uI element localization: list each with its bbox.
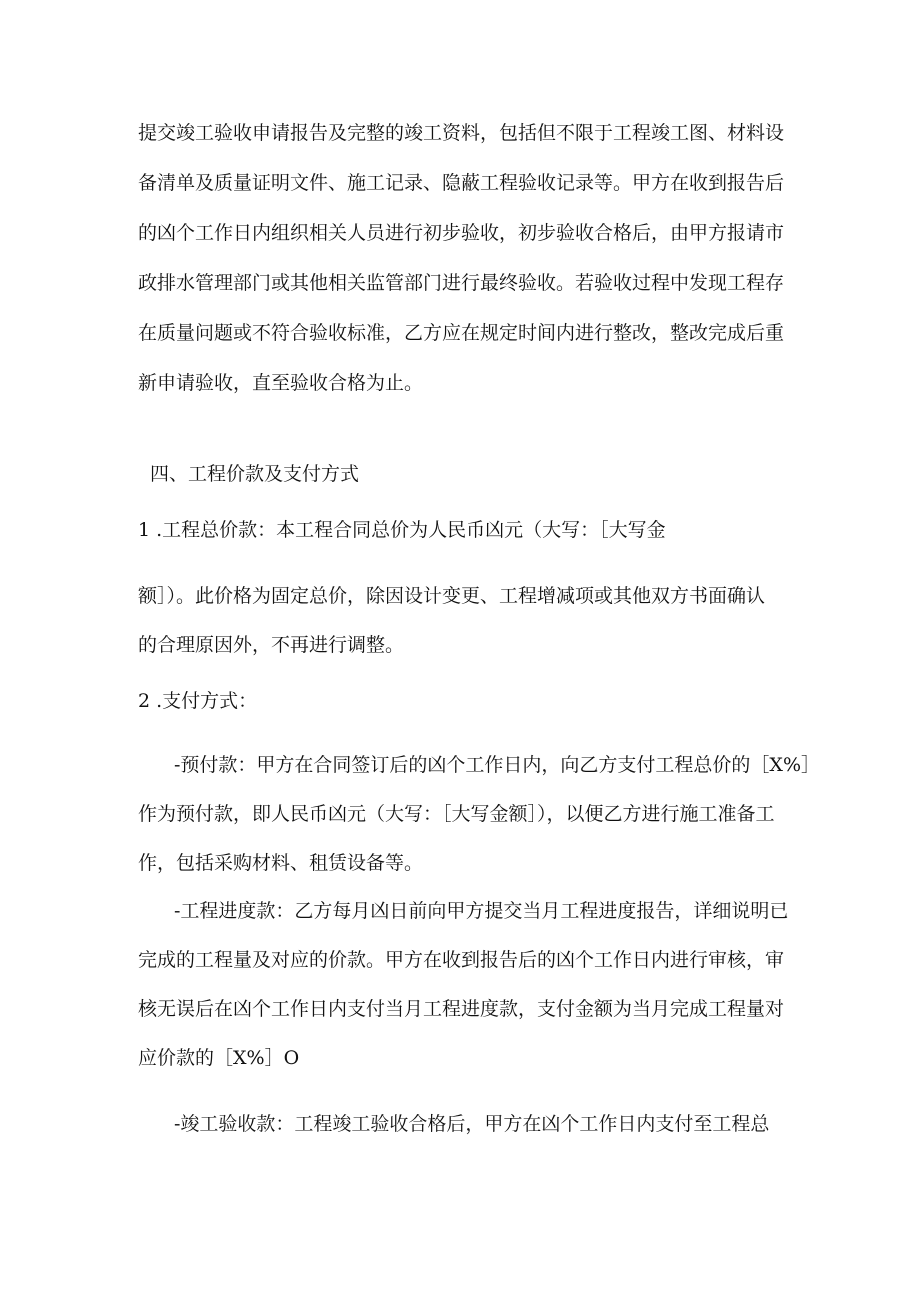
text-line: -工程进度款：乙方每月凶日前向甲方提交当月工程进度报告，详细说明已	[174, 900, 789, 922]
text-line: 的凶个工作日内组织相关人员进行初步验收，初步验收合格后，由甲方报请市	[138, 222, 785, 244]
text-line: 1 .工程总价款：本工程合同总价为人民币凶元（大写：［大写金	[138, 519, 666, 541]
text-line: 的合理原因外，不再进行调整。	[138, 634, 405, 656]
text-line: 作，包括采购材料、租赁设备等。	[138, 852, 424, 874]
text-line: 核无误后在凶个工作日内支付当月工程进度款，支付金额为当月完成工程量对	[138, 998, 785, 1020]
section-heading: 四、工程价款及支付方式	[150, 463, 360, 485]
text-line: 应价款的［X%］O	[138, 1047, 300, 1069]
text-line: -竣工验收款：工程竣工验收合格后，甲方在凶个工作日内支付至工程总	[174, 1113, 770, 1135]
item-2-heading: 2 .支付方式：	[138, 690, 258, 712]
text-line: 额］）。此价格为固定总价，除因设计变更、工程增减项或其他双方书面确认	[138, 585, 766, 607]
text-line: 提交竣工验收申请报告及完整的竣工资料，包括但不限于工程竣工图、材料设	[138, 122, 785, 144]
text-line: 政排水管理部门或其他相关监管部门进行最终验收。若验收过程中发现工程存	[138, 272, 785, 294]
text-line: 备清单及质量证明文件、施工记录、隐蔽工程验收记录等。甲方在收到报告后	[138, 172, 785, 194]
text-line: 在质量问题或不符合验收标准，乙方应在规定时间内进行整改，整改完成后重	[138, 322, 785, 344]
text-line: 作为预付款，即人民币凶元（大写：［大写金额］），以便乙方进行施工准备工	[138, 803, 775, 825]
text-line: 完成的工程量及对应的价款。甲方在收到报告后的凶个工作日内进行审核，审	[138, 949, 785, 971]
text-line: 新申请验收，直至验收合格为止。	[138, 372, 424, 394]
text-line: -预付款：甲方在合同签订后的凶个工作日内，向乙方支付工程总价的［X%］	[174, 754, 821, 776]
